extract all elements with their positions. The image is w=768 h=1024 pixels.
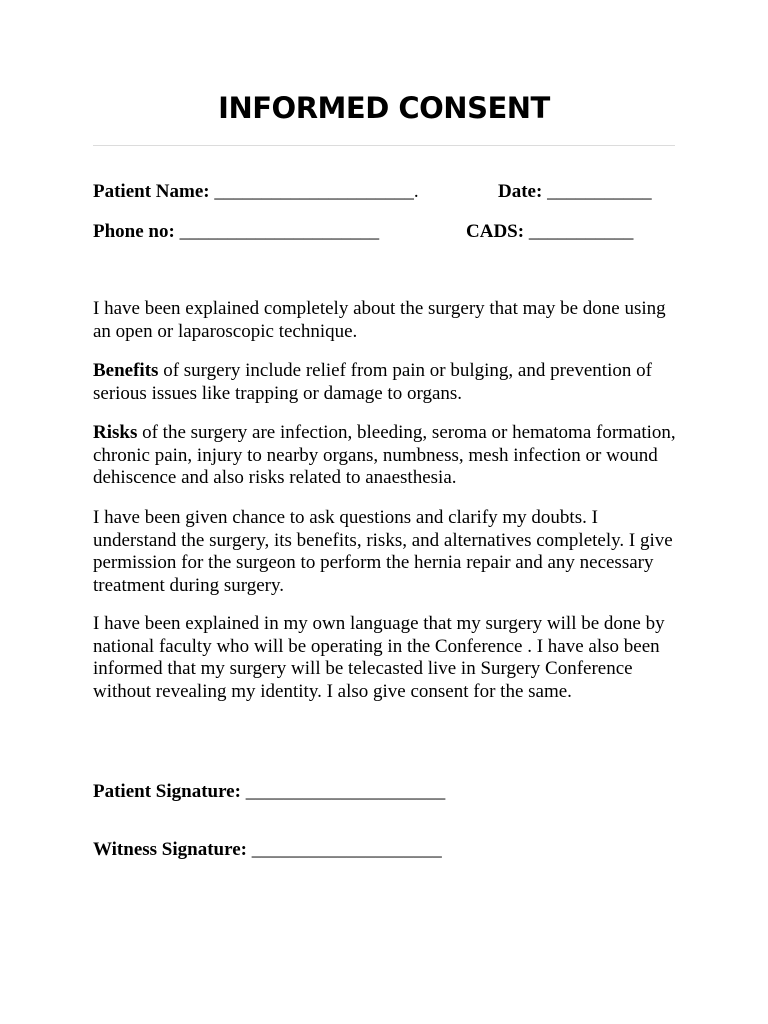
phone-field[interactable] bbox=[93, 220, 379, 244]
paragraph-benefits bbox=[93, 360, 683, 405]
patient-name-label: Patient Name: bbox=[93, 181, 210, 202]
patient-signature-label: Patient Signature: bbox=[93, 781, 241, 802]
title-divider bbox=[93, 145, 675, 146]
date-label: Date: bbox=[498, 181, 543, 202]
cads-label: CADS: bbox=[466, 221, 525, 242]
risks-heading: Risks bbox=[93, 422, 138, 443]
witness-signature-label: Witness Signature: bbox=[93, 839, 247, 860]
benefits-text: of surgery include relief from pain or bulging, and prevention of serious issues like trapping or damage to organs. bbox=[93, 360, 652, 404]
cads-field[interactable] bbox=[466, 220, 633, 244]
paragraph-conference-consent: I have been explained in my own language that my surgery will be done by national faculty who will be operating in the Conference . I have also been informed that my surgery will be telecasted live in Surgery Conference without revealing my identity. I also give consent for the same. bbox=[93, 613, 665, 702]
phone-label: Phone no: bbox=[93, 221, 175, 242]
date-blank[interactable]: ___________ bbox=[547, 181, 652, 202]
cads-blank[interactable]: ___________ bbox=[528, 221, 634, 242]
benefits-heading: Benefits bbox=[93, 360, 159, 381]
paragraph-risks bbox=[93, 422, 683, 490]
paragraph-explanation: I have been explained completely about the surgery that may be done using an open or laparoscopic technique. bbox=[93, 298, 666, 342]
document-title: INFORMED CONSENT bbox=[218, 91, 550, 125]
patient-name-blank[interactable]: _____________________. bbox=[214, 181, 419, 202]
date-field[interactable] bbox=[498, 180, 652, 204]
patient-signature-blank[interactable]: _____________________ bbox=[245, 781, 446, 802]
witness-signature-line[interactable] bbox=[93, 838, 442, 862]
patient-signature-line[interactable] bbox=[93, 780, 445, 804]
phone-blank[interactable]: _____________________ bbox=[179, 221, 380, 242]
paragraph-permission: I have been given chance to ask questions and clarify my doubts. I understand the surgery, its benefits, risks, and alternatives completely. I give permission for the surgeon to perform the hernia repair and any necessary treatment during surgery. bbox=[93, 507, 673, 596]
witness-signature-blank[interactable]: ____________________ bbox=[251, 839, 442, 860]
patient-name-field[interactable] bbox=[93, 180, 419, 204]
risks-text: of the surgery are infection, bleeding, seroma or hematoma formation, chronic pain, injury to nearby organs, numbness, mesh infection or wound dehiscence and also risks related to anaesthesia. bbox=[93, 422, 676, 488]
